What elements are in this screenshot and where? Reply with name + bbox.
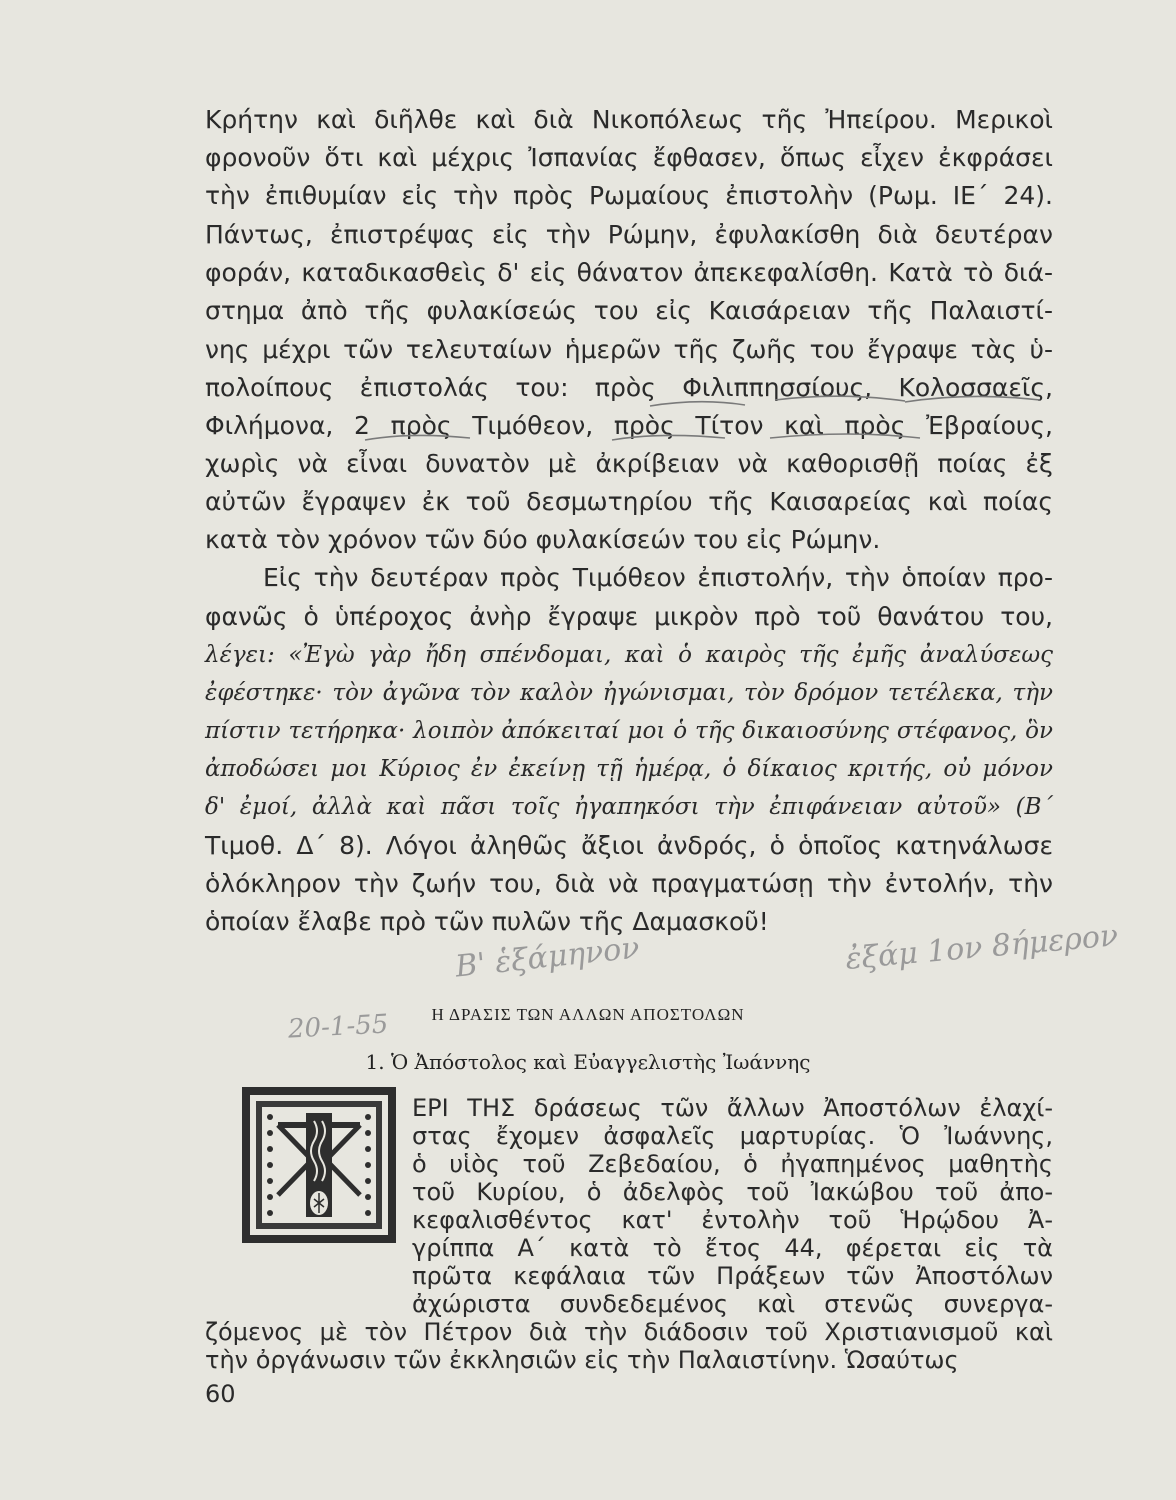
quote-line: πίστιν τετήρηκα· λοιπὸν ἀπόκειταί μοι ὁ τῆς δικαιοσύνης στέφανος, ὃν [205,718,1053,744]
text-line: στημα ἀπὸ τῆς φυλακίσεώς του εἰς Καισάρειαν τῆς Παλαιστί- [205,296,1053,325]
text-line: στας ἔχομεν ἀσφαλεῖς μαρτυρίας. Ὁ Ἰωάννης, [412,1122,1053,1150]
text-line: φρονοῦν ὅτι καὶ μέχρις Ἰσπανίας ἔφθασεν, ὅπως εἶχεν ἐκφράσει [205,143,1053,172]
text-line: φοράν, καταδικασθεὶς δ' εἰς θάνατον ἀπεκεφαλίσθη. Κατὰ τὸ διά- [205,258,1053,287]
handwritten-date: 20-1-55 [287,1009,389,1045]
section-heading: Η ΔΡΑΣΙΣ ΤΩΝ ΑΛΛΩΝ ΑΠΟΣΤΟΛΩΝ [431,1005,745,1024]
text-line: γρίππα Α΄ κατὰ τὸ ἔτος 44, φέρεται εἰς τὰ [412,1234,1053,1262]
text-line: ἀχώριστα συνδεδεμένος καὶ στενῶς συνεργα- [412,1290,1053,1318]
text-line: Εἰς τὴν δευτέραν πρὸς Τιμόθεον ἐπιστολήν, τὴν ὁποίαν προ- [263,563,1053,592]
ornament-pi-icon [240,1085,398,1245]
text-line: αὐτῶν ἔγραψεν ἐκ τοῦ δεσμωτηρίου τῆς Καισαρείας καὶ ποίας [205,487,1053,516]
text-line: Κρήτην καὶ διῆλθε καὶ διὰ Νικοπόλεως τῆς Ἠπείρου. Μερικοὶ [205,105,1053,134]
text-line: ὁποίαν ἔλαβε πρὸ τῶν πυλῶν τῆς Δαμασκοῦ! [205,907,769,936]
text-line: ὁλόκληρον τὴν ζωήν του, διὰ νὰ πραγματώσῃ τὴν ἐντολήν, τὴν [205,869,1053,898]
text-line: κεφαλισθέντος κατ' ἐντολὴν τοῦ Ἡρῴδου Ἀ- [412,1206,1053,1234]
text-line: φανῶς ὁ ὑπέροχος ἀνὴρ ἔγραψε μικρὸν πρὸ τοῦ θανάτου του, [205,602,1053,631]
quote-line: λέγει: «Ἐγὼ γὰρ ἤδη σπένδομαι, καὶ ὁ καιρὸς τῆς ἐμῆς ἀναλύσεως [205,642,1053,668]
quote-line: ἐφέστηκε· τὸν ἀγῶνα τὸν καλὸν ἠγώνισμαι, τὸν δρόμον τετέλεκα, τὴν [205,680,1053,706]
text-line: χωρὶς νὰ εἶναι δυνατὸν μὲ ἀκρίβειαν νὰ καθορισθῇ ποίας ἐξ [205,449,1053,478]
text-line: ὁ υἱὸς τοῦ Ζεβεδαίου, ὁ ἠγαπημένος μαθητὴς [412,1150,1053,1178]
text-line: Πάντως, ἐπιστρέψας εἰς τὴν Ρώμην, ἐφυλακίσθη διὰ δευτέραν [205,220,1053,249]
text-line: κατὰ τὸν χρόνον τῶν δύο φυλακίσεών του εἰς Ρώμην. [205,525,881,554]
page-number: 60 [205,1380,236,1408]
text-line: τὴν ἐπιθυμίαν εἰς τὴν πρὸς Ρωμαίους ἐπιστολὴν (Ρωμ. ΙΕ΄ 24). [205,181,1053,210]
text-line: ζόμενος μὲ τὸν Πέτρον διὰ τὴν διάδοσιν τοῦ Χριστιανισμοῦ καὶ [205,1318,1053,1346]
handwritten-note: Β' ἑξάμηνον [453,930,642,985]
text-line: Φιλήμονα, 2 πρὸς Τιμόθεον, πρὸς Τίτον καὶ πρὸς Ἐβραίους, [205,411,1053,440]
text-line: τὴν ὀργάνωσιν τῶν ἐκκλησιῶν εἰς τὴν Παλαιστίνην. Ὡσαύτως [205,1346,959,1374]
quote-line: ἀποδώσει μοι Κύριος ἐν ἐκείνῃ τῇ ἡμέρᾳ, ὁ δίκαιος κριτής, οὐ μόνον [205,756,1053,782]
text-line: πρῶτα κεφάλαια τῶν Πράξεων τῶν Ἀποστόλων [412,1262,1053,1290]
text-line: Τιμοθ. Δ΄ 8). Λόγοι ἀληθῶς ἄξιοι ἀνδρός, ὁ ὁποῖος κατηνάλωσε [205,831,1053,860]
handwritten-note: ἐξάμ 1ον 8ήμερον [843,918,1120,977]
text-line: ΕΡΙ ΤΗΣ δράσεως τῶν ἄλλων Ἀποστόλων ἐλαχί- [412,1094,1053,1122]
text-line: πολοίπους ἐπιστολάς του: πρὸς Φιλιππησσίους, Κολοσσαεῖς, [205,373,1053,402]
quote-line: δ' ἐμοί, ἀλλὰ καὶ πᾶσι τοῖς ἠγαπηκόσι τὴν ἐπιφάνειαν αὐτοῦ» (Β΄ [205,794,1053,820]
text-line: νης μέχρι τῶν τελευταίων ἡμερῶν τῆς ζωῆς του ἔγραψε τὰς ὑ- [205,335,1053,364]
decorated-initial [240,1085,398,1245]
text-line: τοῦ Κυρίου, ὁ ἀδελφὸς τοῦ Ἰακώβου τοῦ ἀπο- [412,1178,1053,1206]
subsection-heading: 1. Ὁ Ἀπόστολος καὶ Εὐαγγελιστὴς Ἰωάννης [365,1050,811,1074]
